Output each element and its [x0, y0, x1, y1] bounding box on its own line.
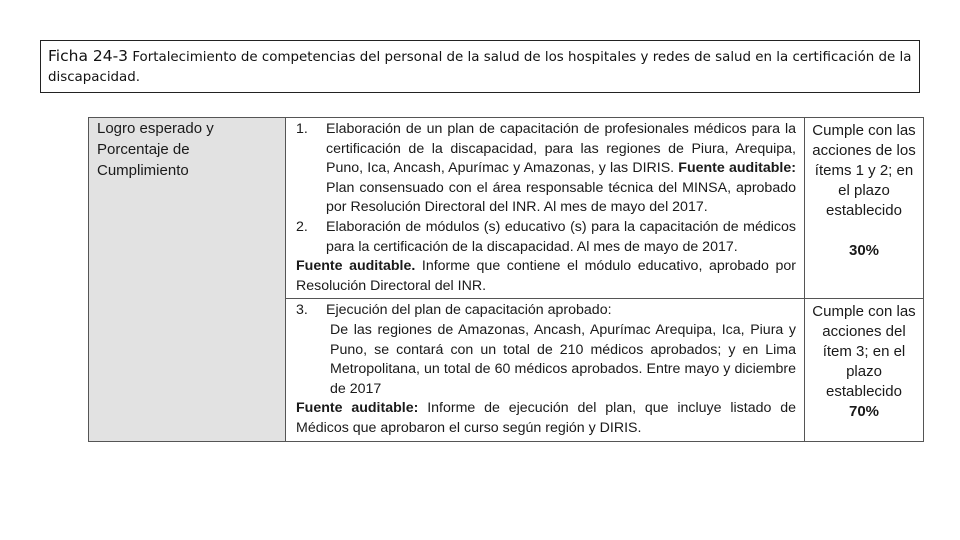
- list-item: [296, 301, 796, 321]
- item-number: 1.: [296, 121, 308, 137]
- ficha-title-text: Fortalecimiento de competencias del personal de la salud de los hospitales y redes de salud en la certificación de la discapacidad.: [48, 50, 912, 85]
- source-paragraph: [296, 257, 796, 296]
- ficha-table: [88, 117, 924, 442]
- list-item: [296, 120, 796, 218]
- ficha-title-box: [40, 40, 920, 93]
- source-text: Informe que contiene el módulo educativo, aprobado por Resolución Directoral del INR.: [296, 258, 796, 294]
- item-text: [326, 120, 796, 218]
- item-description: Elaboración de módulos (s) educativo (s) para la capacitación de médicos para la certificación de la discapacidad. Al mes de mayo de 2017.: [326, 218, 796, 255]
- result-cell-row2: [805, 299, 924, 441]
- result-percentage: 30%: [848, 242, 880, 259]
- source-paragraph: [296, 399, 796, 438]
- result-cell-row1: [805, 118, 924, 299]
- ficha-number: Ficha 24-3: [48, 47, 129, 65]
- table-row: [89, 118, 924, 299]
- item-description: Elaboración de un plan de capacitación de profesionales médicos para la certificación de la discapacidad, para las regiones de Piura, Arequipa, Puno, Ica, Ancash, Apurímac y Amazonas, y las DIRIS.: [326, 121, 796, 177]
- source-label: Fuente auditable:: [678, 160, 796, 177]
- item-detail: De las regiones de Amazonas, Ancash, Apurímac Arequipa, Ica, Piura y Puno, se contará con un total de 210 médicos aprobados; y en Lima Metropolitana, un total de 60 médicos aprobados. Entre mayo y diciembre de 2017: [330, 321, 796, 397]
- label-cell: Logro esperado y Porcentaje de Cumplimiento: [89, 118, 286, 442]
- content-cell-row2: [286, 299, 805, 441]
- item-description: Ejecución del plan de capacitación aprobado:: [326, 302, 612, 319]
- result-percentage: 70%: [848, 403, 880, 421]
- item-number: 2.: [296, 218, 308, 235]
- source-label: Fuente auditable.: [296, 258, 416, 275]
- result-text: Cumple con las acciones del ítem 3; en el plazo establecido: [812, 303, 916, 401]
- source-text: Plan consensuado con el área responsable técnica del MINSA, aprobado por Resolución Directoral del INR. Al mes de mayo del 2017.: [326, 179, 796, 216]
- list-item: [296, 218, 796, 257]
- source-label: Fuente auditable:: [296, 400, 419, 417]
- item-number: 3.: [296, 302, 308, 319]
- result-text: Cumple con las acciones de los ítems 1 y 2; en el plazo establecido: [812, 122, 916, 219]
- source-text: Informe de ejecución del plan, que incluye listado de Médicos que aprobaron el curso según región y DIRIS.: [296, 400, 796, 436]
- content-cell-row1: [286, 118, 805, 299]
